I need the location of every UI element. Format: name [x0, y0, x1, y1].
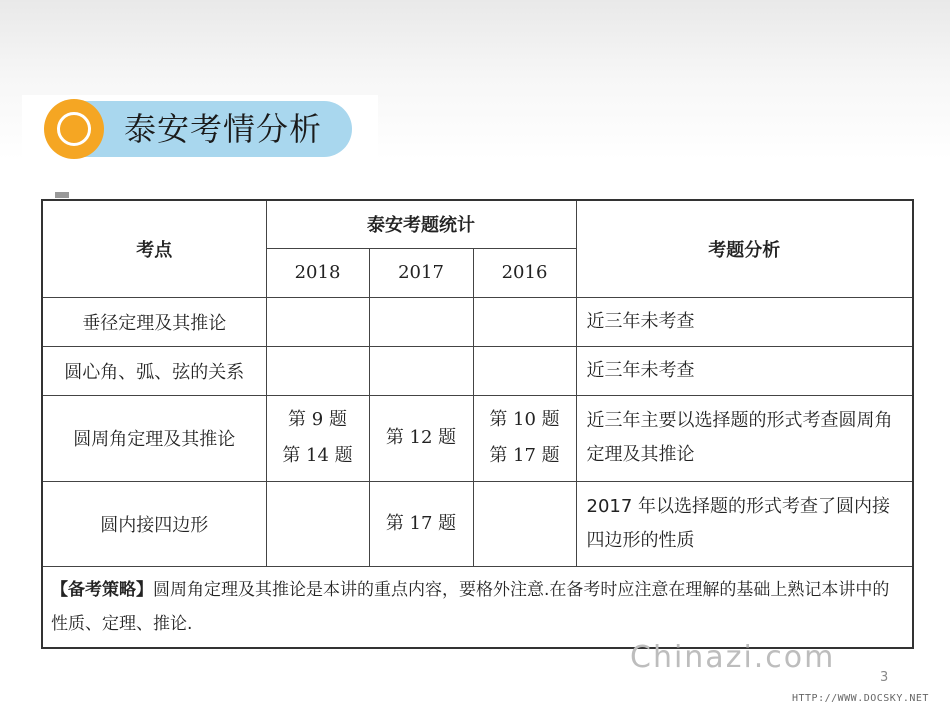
table-row	[42, 395, 913, 481]
cell-2018	[266, 346, 369, 395]
page-number: 3	[880, 670, 889, 685]
circle-dot-icon	[63, 118, 85, 140]
source-url: HTTP://WWW.DOCSKY.NET	[792, 693, 929, 704]
cell-2016	[473, 346, 576, 395]
strategy-row	[42, 566, 913, 648]
question-ref: 第 10 题	[489, 409, 560, 430]
analysis-cell: 近三年未考查	[576, 346, 913, 395]
year-2017: 2017	[369, 248, 473, 297]
analysis-cell: 近三年主要以选择题的形式考查圆周角定理及其推论	[576, 395, 913, 481]
year-2016: 2016	[473, 248, 576, 297]
topic-cell: 圆内接四边形	[42, 481, 266, 566]
analysis-cell: 2017 年以选择题的形式考查了圆内接四边形的性质	[576, 481, 913, 566]
table-row	[42, 481, 913, 566]
exam-analysis-table	[41, 199, 914, 649]
table-row	[42, 297, 913, 346]
cell-2016	[473, 481, 576, 566]
cell-2017	[369, 297, 473, 346]
question-ref: 第 9 题	[288, 409, 347, 430]
cell-2018	[266, 481, 369, 566]
topic-cell: 圆周角定理及其推论	[42, 395, 266, 481]
year-2018: 2018	[266, 248, 369, 297]
cell-2016	[473, 395, 576, 481]
cell-2018	[266, 395, 369, 481]
strategy-cell	[42, 566, 913, 648]
header-point: 考点	[42, 200, 266, 297]
watermark: Chinazi.com	[630, 640, 836, 675]
cell-2017	[369, 346, 473, 395]
question-ref: 第 17 题	[489, 445, 560, 466]
section-title: 泰安考情分析	[124, 110, 323, 148]
cell-2017	[369, 481, 473, 566]
topic-cell: 圆心角、弧、弦的关系	[42, 346, 266, 395]
header-row	[42, 200, 913, 248]
header-analysis: 考题分析	[576, 200, 913, 297]
topic-cell: 垂径定理及其推论	[42, 297, 266, 346]
cell-2018	[266, 297, 369, 346]
cell-2016	[473, 297, 576, 346]
question-ref: 第 12 题	[385, 427, 457, 448]
decorative-mark	[55, 192, 69, 198]
question-ref: 第 14 题	[282, 445, 353, 466]
header-stats: 泰安考题统计	[266, 200, 576, 248]
strategy-tag: 【备考策略】	[51, 579, 153, 600]
question-ref: 第 17 题	[385, 512, 457, 534]
cell-2017	[369, 395, 473, 481]
analysis-cell: 近三年未考查	[576, 297, 913, 346]
strategy-text: 圆周角定理及其推论是本讲的重点内容，要格外注意.在备考时应注意在理解的基础上熟记本讲中的性质、定理、推论.	[51, 579, 890, 634]
table-row	[42, 346, 913, 395]
